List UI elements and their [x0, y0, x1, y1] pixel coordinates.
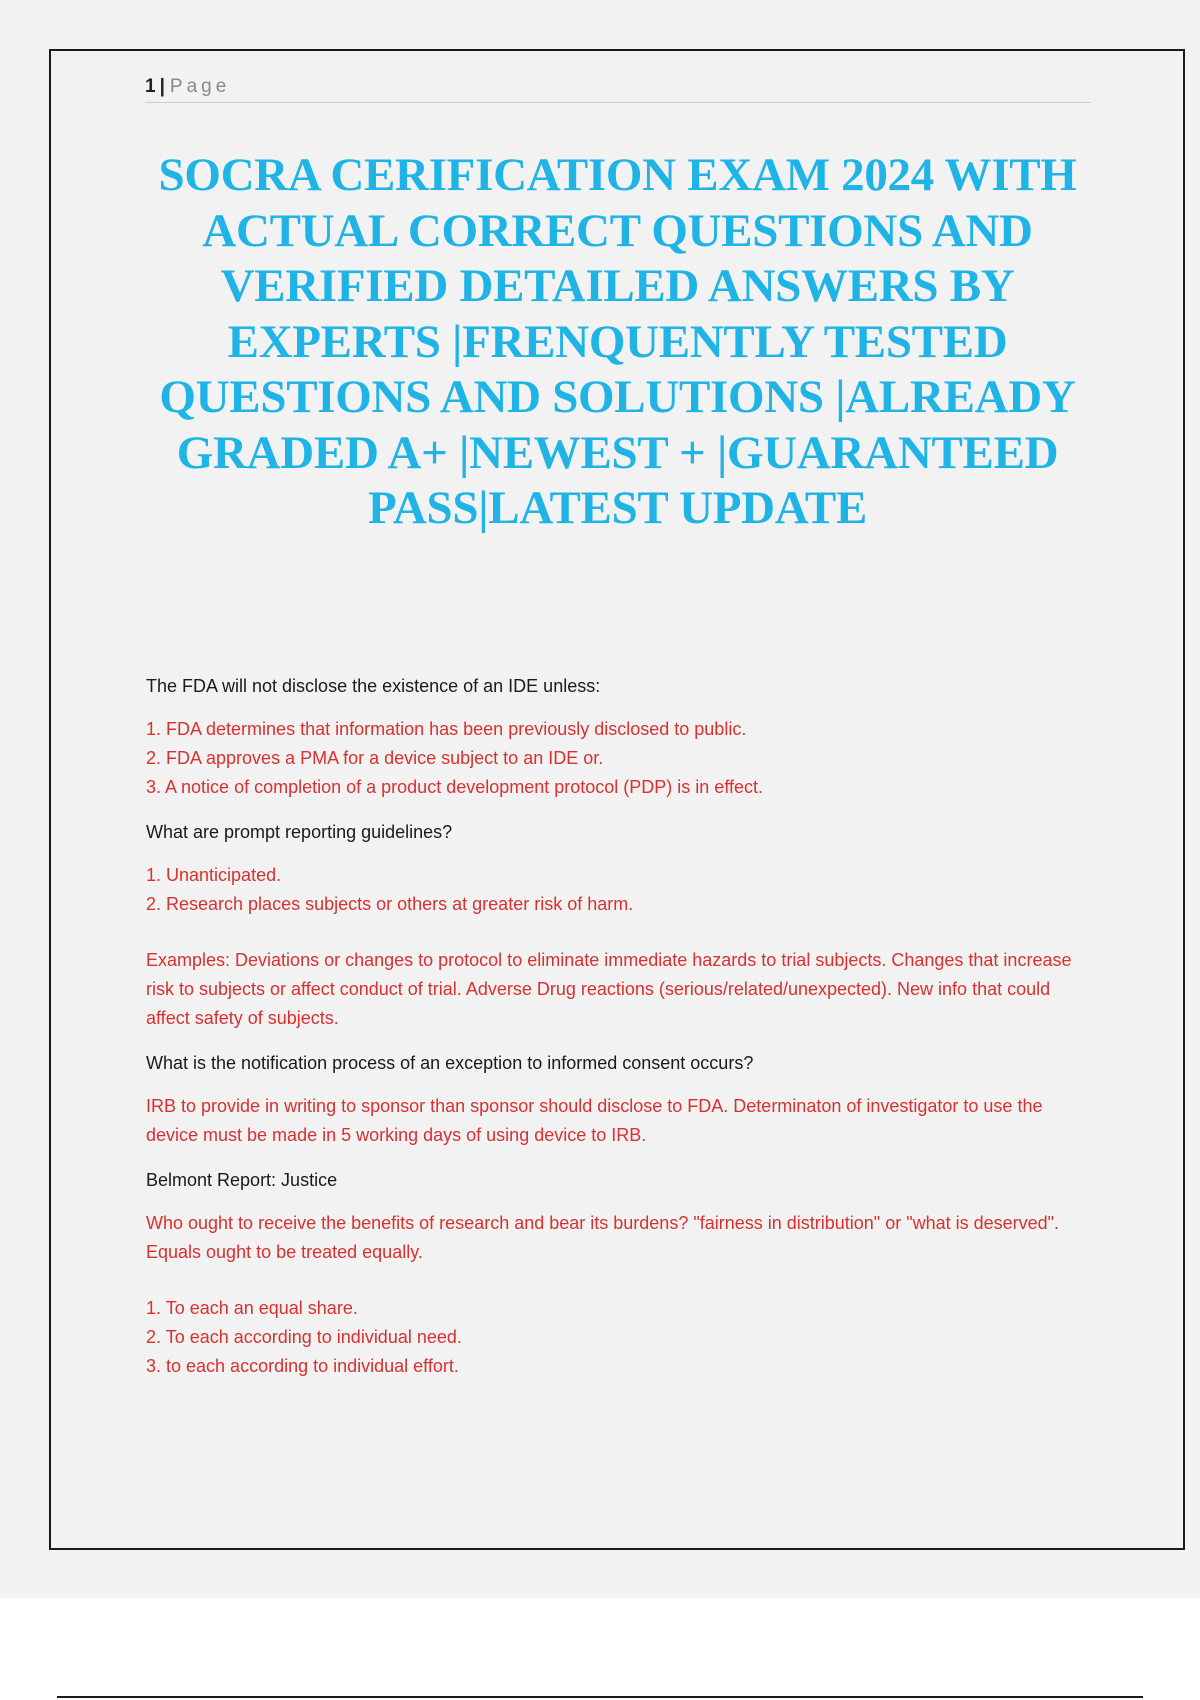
question-belmont-justice: Belmont Report: Justice: [146, 1170, 338, 1190]
page-header: [145, 74, 1091, 103]
page-label: Page: [169, 76, 231, 97]
answer-line: 2. Research places subjects or others at greater risk of harm.: [146, 894, 634, 914]
page-separator: |: [159, 76, 165, 97]
document-title: SOCRA CERIFICATION EXAM 2024 WITH ACTUAL CORRECT QUESTIONS AND VERIFIED DETAILED ANSWERS BY EXPERTS |FRENQUENTLY TESTED QUESTIONS AND SOLUTIONS |ALREADY GRADED A+ |NEWEST + |GUARANTEED PASS|LATEST UPDATE: [158, 149, 1077, 534]
question-informed-consent-exception: What is the notification process of an exception to informed consent occurs?: [146, 1053, 754, 1073]
answer-examples: Examples: Deviations or changes to protocol to eliminate immediate hazards to trial subjects. Changes that increase risk to subjects or affect conduct of trial. Adverse Drug reactions (serious/related/unexpected). New info that could affect safety of subjects.: [146, 950, 1072, 1028]
page-number: 1: [145, 76, 156, 97]
bottom-divider: [57, 1696, 1143, 1698]
answer-line: 1. FDA determines that information has been previously disclosed to public.: [146, 719, 747, 739]
answer-line: 3. to each according to individual effort.: [146, 1356, 459, 1376]
question-prompt-reporting: What are prompt reporting guidelines?: [146, 822, 453, 842]
answer-paragraph: IRB to provide in writing to sponsor than sponsor should disclose to FDA. Determinaton of investigator to use the device must be made in 5 working days of using device to IRB.: [146, 1096, 1043, 1145]
question-ide-disclosure: The FDA will not disclose the existence of an IDE unless:: [146, 676, 601, 696]
answer-line: 2. To each according to individual need.: [146, 1327, 462, 1347]
answer-line: 2. FDA approves a PMA for a device subject to an IDE or.: [146, 748, 604, 768]
answer-paragraph: Who ought to receive the benefits of research and bear its burdens? "fairness in distribution" or "what is deserved". Equals ought to be treated equally.: [146, 1213, 1060, 1262]
qa-content: [146, 672, 1096, 1381]
answer-line: 1. To each an equal share.: [146, 1298, 358, 1318]
answer-line: 1. Unanticipated.: [146, 865, 282, 885]
answer-line: 3. A notice of completion of a product development protocol (PDP) is in effect.: [146, 777, 764, 797]
